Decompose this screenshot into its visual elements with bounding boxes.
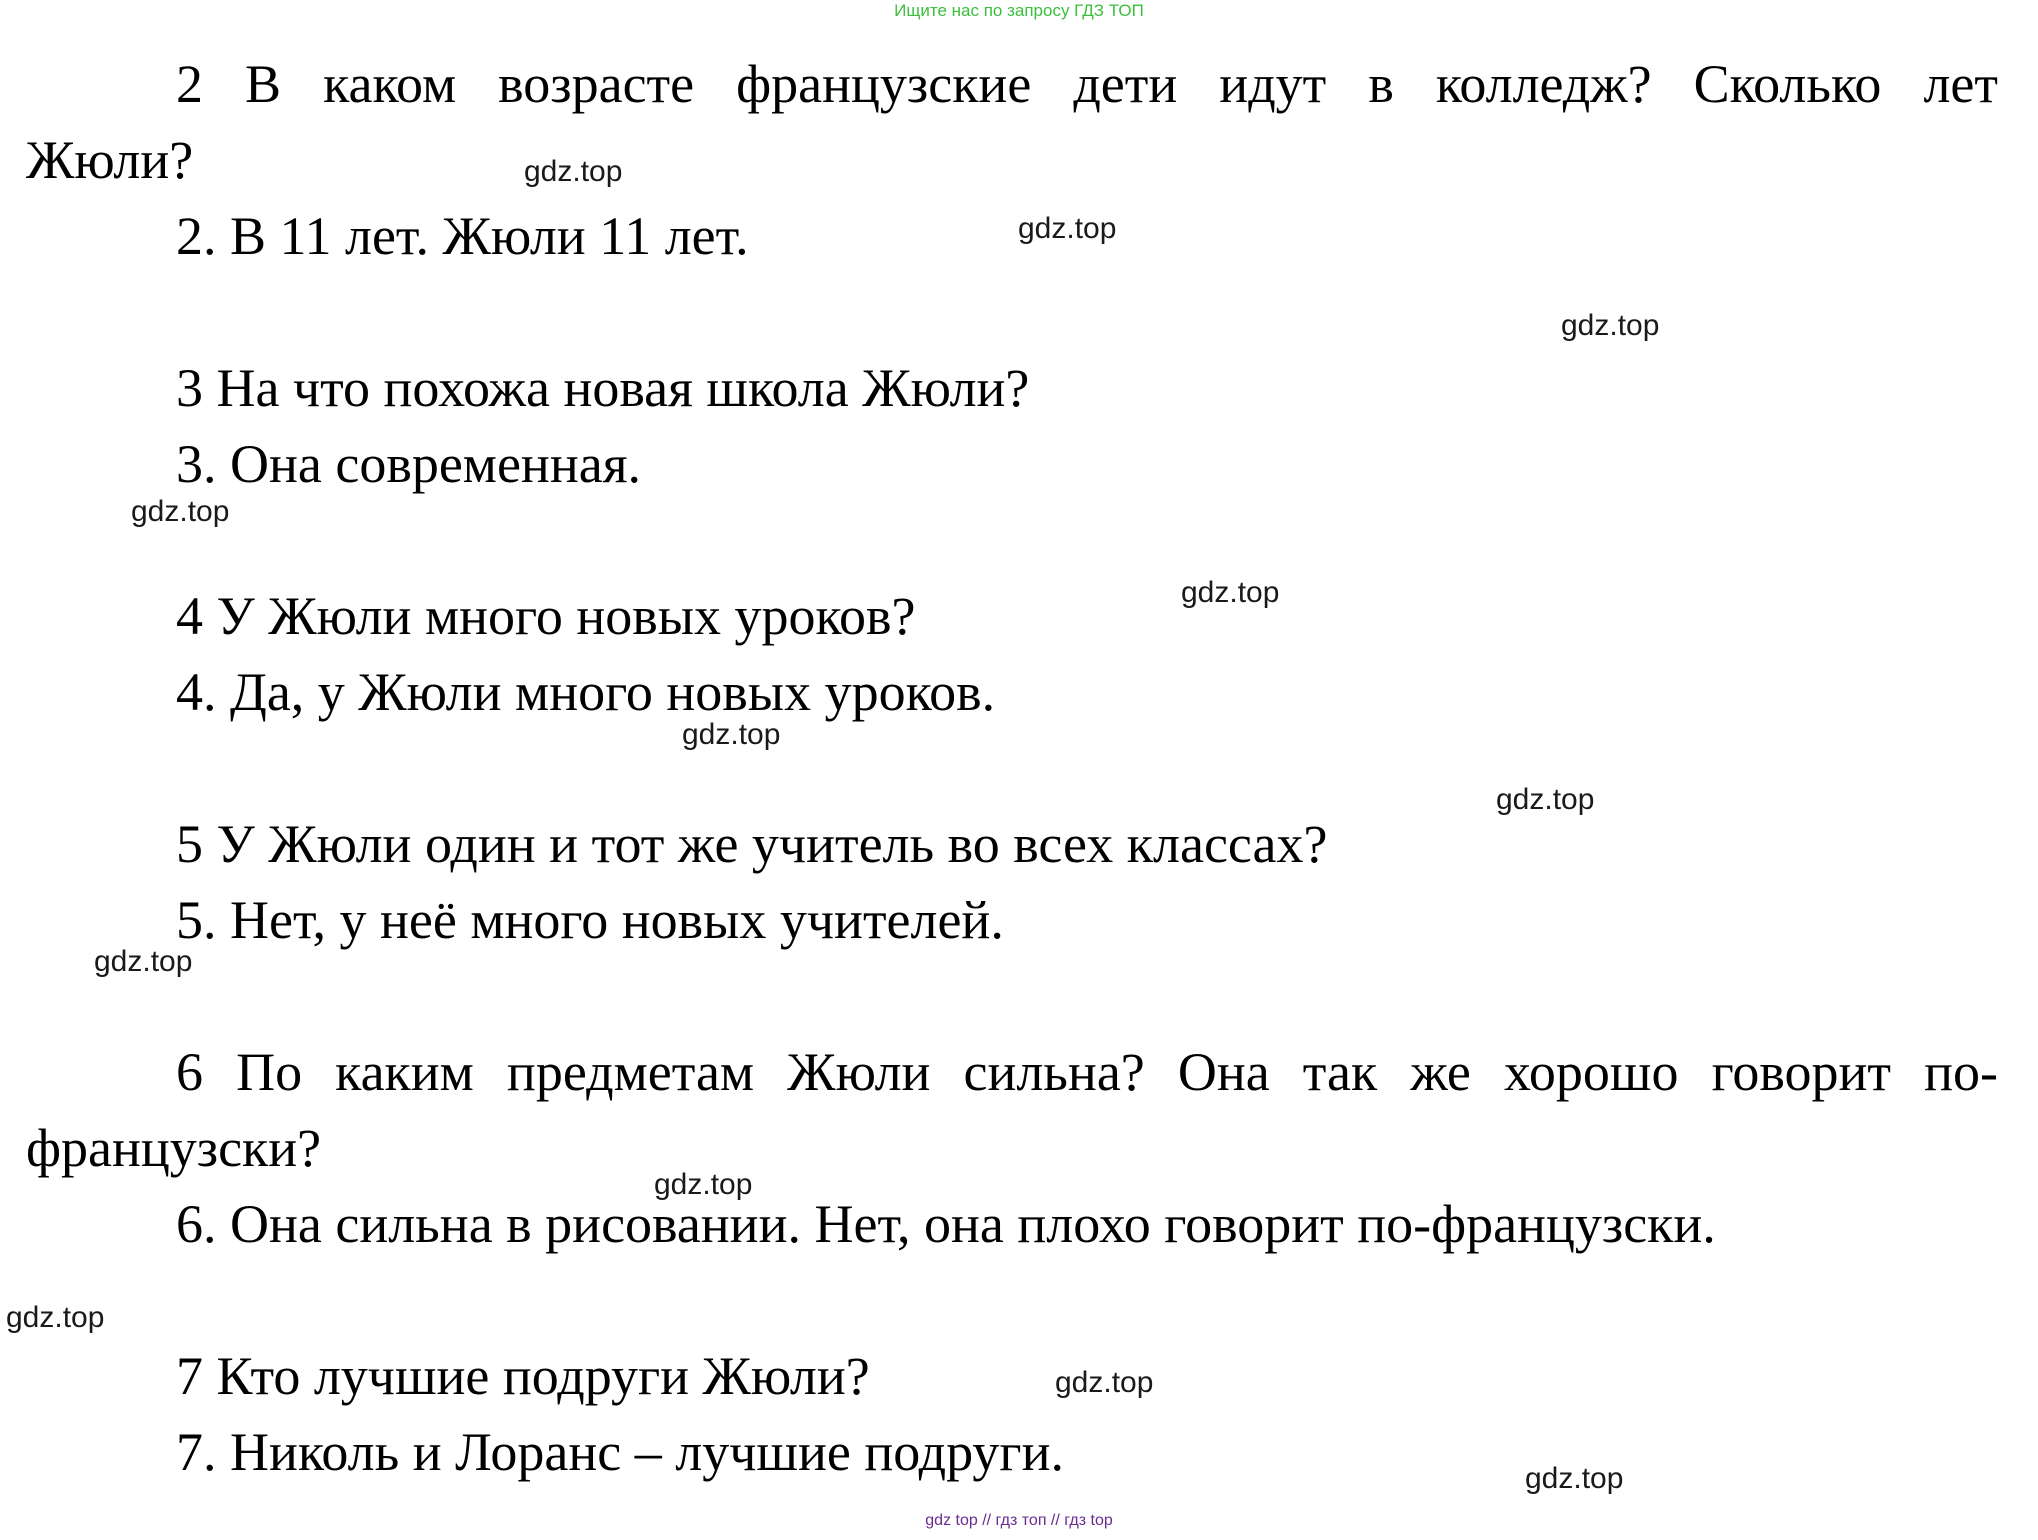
spacer <box>26 730 1998 806</box>
watermark: gdz.top <box>654 1168 753 1201</box>
watermark: gdz.top <box>94 945 193 978</box>
search-hint-banner: Ищите нас по запросу ГДЗ ТОП <box>894 1 1144 20</box>
question-4: 4 У Жюли много новых уроков? <box>176 586 916 646</box>
watermark: gdz.top <box>682 718 781 751</box>
question-6-line-2: французски? <box>26 1118 322 1178</box>
watermark: gdz.top <box>524 155 623 188</box>
question-2-line-2: Жюли? <box>26 130 194 190</box>
question-7: 7 Кто лучшие подруги Жюли? <box>176 1346 870 1406</box>
answer-4: 4. Да, у Жюли много новых уроков. <box>176 662 996 722</box>
question-2-line-1: 2 В каком возрасте французские дети идут в колледж? Сколько лет <box>176 54 1998 114</box>
watermark: gdz.top <box>1181 576 1280 609</box>
spacer <box>26 958 1998 1034</box>
watermark: gdz.top <box>1496 783 1595 816</box>
spacer <box>26 274 1998 350</box>
watermark: gdz.top <box>131 495 230 528</box>
watermark: gdz.top <box>1525 1462 1624 1495</box>
answer-5: 5. Нет, у неё много новых учителей. <box>176 890 1004 950</box>
watermark: gdz.top <box>1561 309 1660 342</box>
spacer <box>26 1262 1998 1338</box>
watermark: gdz.top <box>1018 212 1117 245</box>
footer-links[interactable]: gdz top // гдз топ // гдз top <box>925 1512 1113 1529</box>
answer-2: 2. В 11 лет. Жюли 11 лет. <box>176 206 749 266</box>
answer-3: 3. Она современная. <box>176 434 642 494</box>
answer-6: 6. Она сильна в рисовании. Нет, она плохо говорит по-французски. <box>176 1194 1716 1254</box>
question-5: 5 У Жюли один и тот же учитель во всех классах? <box>176 814 1328 874</box>
answer-7: 7. Николь и Лоранс – лучшие подруги. <box>176 1422 1064 1482</box>
question-3: 3 На что похожа новая школа Жюли? <box>176 358 1030 418</box>
qa-document <box>26 46 1998 1490</box>
question-6-line-1: 6 По каким предметам Жюли сильна? Она так же хорошо говорит по- <box>176 1042 1998 1102</box>
spacer <box>26 502 1998 578</box>
watermark: gdz.top <box>1055 1366 1154 1399</box>
watermark: gdz.top <box>6 1301 105 1334</box>
